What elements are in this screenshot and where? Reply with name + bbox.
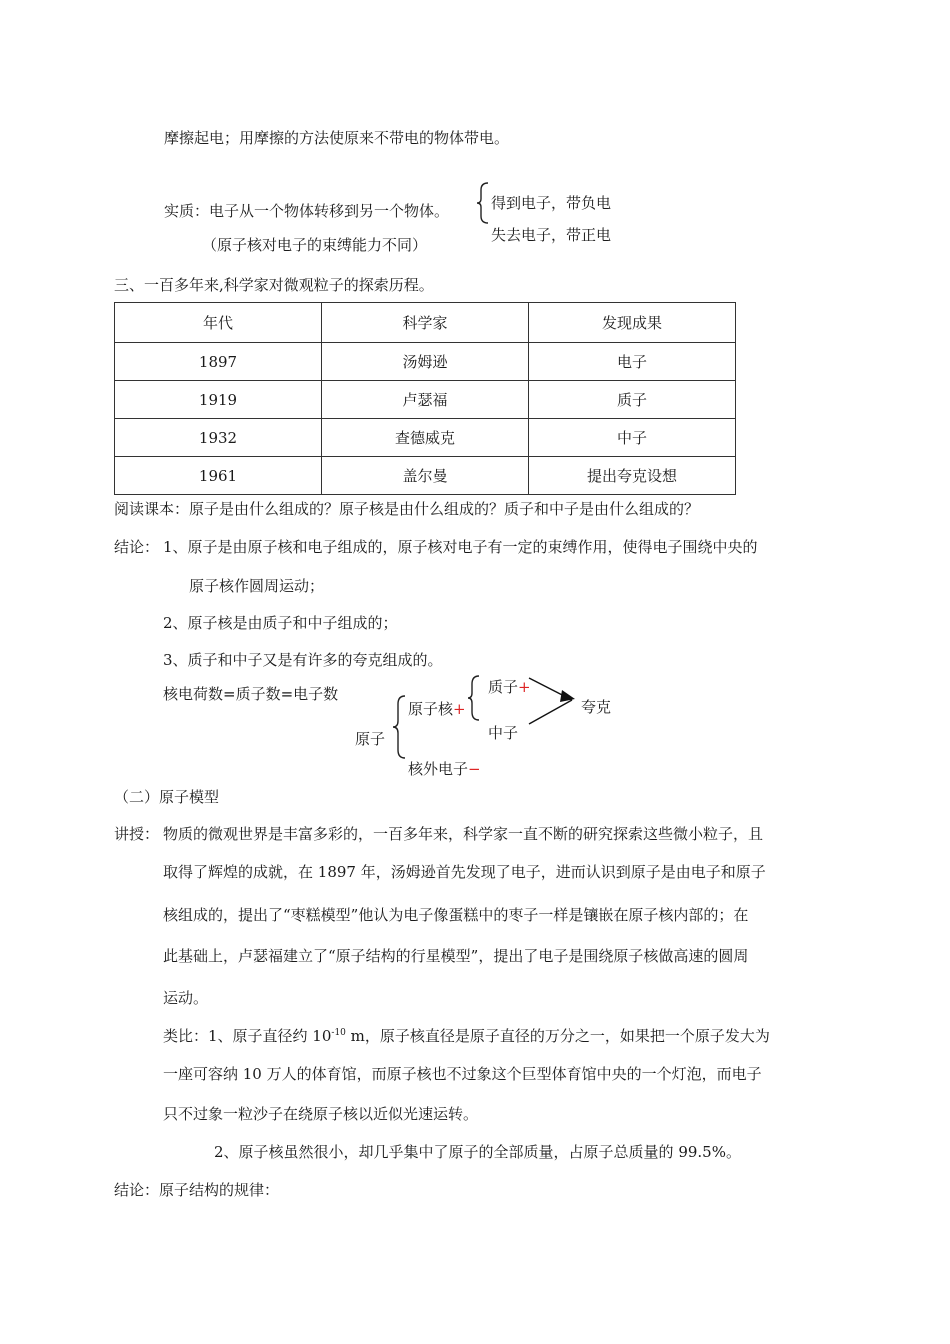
- friction-note: （原子核对电子的束缚能力不同）: [202, 236, 428, 254]
- cell-scientist: 汤姆逊: [322, 343, 529, 381]
- cell-scientist: 盖尔曼: [322, 457, 529, 495]
- lecture-line-3: 核组成的，提出了“枣糕模型”他认为电子像蛋糕中的枣子一样是镶嵌在原子核内部的；在: [163, 906, 749, 924]
- cell-result: 电子: [529, 343, 736, 381]
- proton-text: 质子: [488, 678, 519, 696]
- conclusion-item-1: 1、原子是由原子核和电子组成的，原子核对电子有一定的束缚作用，使得电子围绕中央的: [163, 538, 758, 556]
- lecture-line-1: 物质的微观世界是丰富多彩的，一百多年来，科学家一直不断的研究探索这些微小粒子，且: [163, 825, 764, 843]
- lose-electron: 失去电子，带正电: [491, 226, 612, 244]
- gain-electron: 得到电子，带负电: [491, 194, 612, 212]
- header-result: 发现成果: [529, 303, 736, 343]
- cell-scientist: 查德威克: [322, 419, 529, 457]
- conclusion-item-2: 2、原子核是由质子和中子组成的；: [163, 614, 398, 632]
- cell-year: 1919: [115, 381, 322, 419]
- header-year: 年代: [115, 303, 322, 343]
- analogy-line-3: 只不过象一粒沙子在绕原子核以近似光速运转。: [163, 1105, 479, 1123]
- header-scientist: 科学家: [322, 303, 529, 343]
- quark-arrows: [527, 672, 579, 730]
- charge-equation: 核电荷数=质子数=电子数: [163, 685, 339, 703]
- conclusion-item-1-cont: 原子核作圆周运动；: [189, 577, 325, 595]
- cell-year: 1932: [115, 419, 322, 457]
- conclusion-2: 结论：原子结构的规律：: [114, 1181, 280, 1199]
- section-heading: 三、一百多年来,科学家对微观粒子的探索历程。: [114, 276, 434, 294]
- cell-year: 1961: [115, 457, 322, 495]
- cell-result: 提出夸克设想: [529, 457, 736, 495]
- electron-label: [408, 759, 481, 779]
- mass-fact: 2、原子核虽然很小，却几乎集中了原子的全部质量，占原子总质量的 99.5%。: [214, 1143, 741, 1161]
- friction-essence: 实质：电子从一个物体转移到另一个物体。: [164, 202, 450, 220]
- table-row: [115, 381, 736, 419]
- atom-label: 原子: [355, 730, 386, 748]
- analogy-text-post: m，原子核直径是原子直径的万分之一，如果把一个原子发大为: [345, 1027, 770, 1045]
- table-row: [115, 419, 736, 457]
- friction-brace: [476, 181, 490, 225]
- electron-charge: −: [468, 760, 481, 778]
- conclusion-item-3: 3、质子和中子又是有许多的夸克组成的。: [163, 651, 443, 669]
- table-row: [115, 457, 736, 495]
- atom-brace: [392, 694, 408, 760]
- table-row: [115, 343, 736, 381]
- nucleus-charge: +: [453, 700, 466, 718]
- cell-scientist: 卢瑟福: [322, 381, 529, 419]
- electron-text: 核外电子: [408, 760, 469, 778]
- lecture-line-2: 取得了辉煌的成就，在 1897 年，汤姆逊首先发现了电子，进而认识到原子是由电子和原子: [163, 863, 766, 881]
- nucleus-text: 原子核: [408, 700, 454, 718]
- proton-label: [488, 677, 531, 697]
- cell-result: 质子: [529, 381, 736, 419]
- model-heading: （二）原子模型: [114, 788, 220, 806]
- lecture-line-4: 此基础上，卢瑟福建立了“原子结构的行星模型”，提出了电子是围绕原子核做高速的圆周: [163, 947, 749, 965]
- analogy-line-1: [163, 1023, 770, 1046]
- lecture-label: 讲授：: [114, 825, 160, 843]
- cell-year: 1897: [115, 343, 322, 381]
- discovery-table: [114, 302, 736, 495]
- nucleus-brace: [467, 674, 481, 722]
- analogy-text-pre: 类比：1、原子直径约 10: [163, 1027, 332, 1045]
- friction-definition: 摩擦起电；用摩擦的方法使原来不带电的物体带电。: [164, 129, 510, 147]
- proton-charge: +: [518, 678, 531, 696]
- nucleus-label: [408, 699, 466, 719]
- cell-result: 中子: [529, 419, 736, 457]
- conclusion-label: 结论：: [114, 538, 160, 556]
- lecture-line-5: 运动。: [163, 989, 209, 1007]
- reading-prompt: 阅读课本：原子是由什么组成的？原子核是由什么组成的？质子和中子是由什么组成的？: [114, 500, 700, 518]
- analogy-exponent: -10: [331, 1028, 346, 1038]
- table-header-row: [115, 303, 736, 343]
- neutron-label: 中子: [488, 724, 519, 742]
- analogy-line-2: 一座可容纳 10 万人的体育馆，而原子核也不过象这个巨型体育馆中央的一个灯泡，而电子: [163, 1065, 762, 1083]
- quark-label: 夸克: [581, 698, 612, 716]
